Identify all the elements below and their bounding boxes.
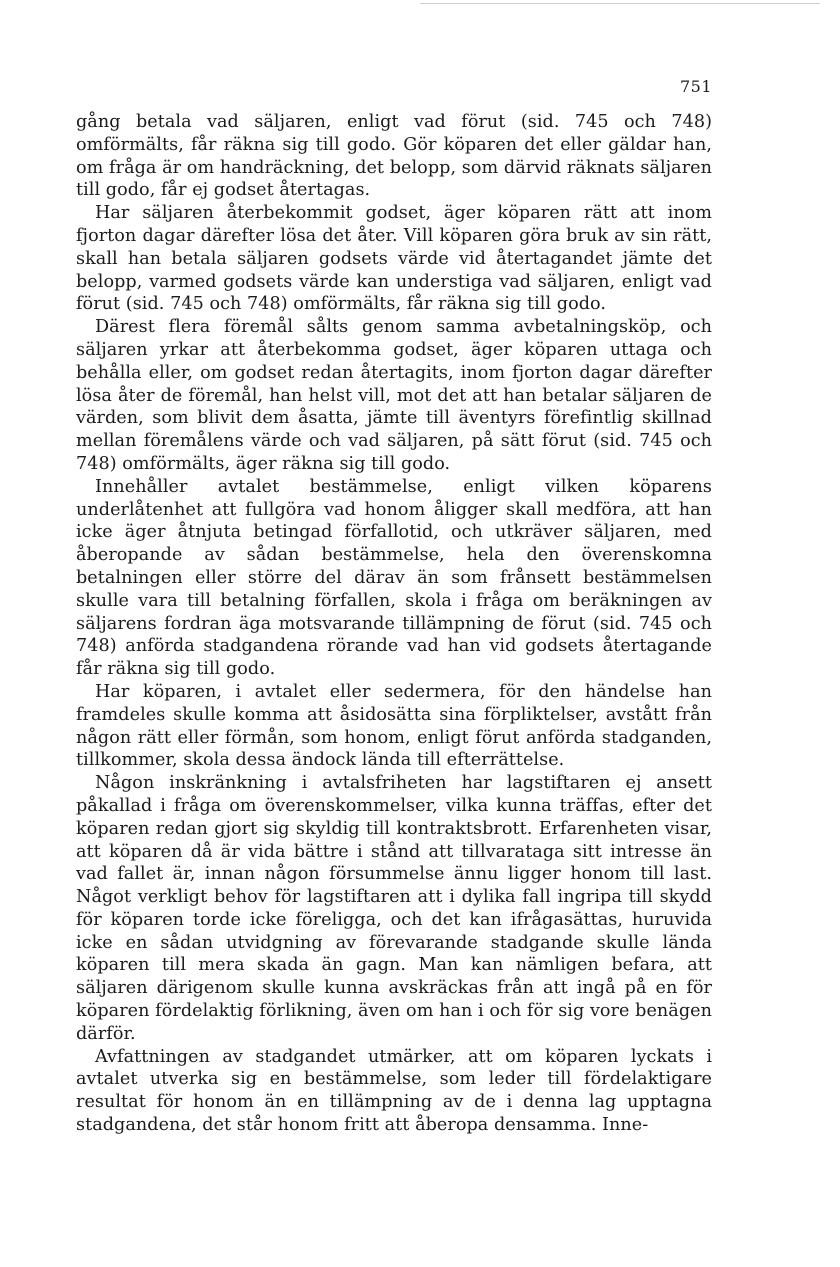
page-number: 751 [679,77,712,96]
paragraph: Innehåller avtalet bestämmelse, enligt vilken köparens underlåtenhet att fullgöra vad honom åligger skall medföra, att han icke äger åtnjuta betingad förfallotid, och utkräver säljaren, med åberopande av sådan bestämmelse, hela den överenskomna betalningen eller större del därav än som frånsett bestämmelsen skulle vara till betalning förfallen, skola i fråga om beräkningen av säljarens fordran äga motsvarande tillämpning de förut (sid. 745 och 748) anförda stadgandena rörande vad han vid godsets återtagande får räkna sig till godo. [76,476,712,680]
paragraph: gång betala vad säljaren, enligt vad förut (sid. 745 och 748) omförmälts, får räkna sig till godo. Gör köparen det eller gäldar han, om fråga är om handräckning, det belopp, som därvid räknats säljaren till godo, får ej godset återtagas. [76,112,712,201]
paragraph: Någon inskränkning i avtalsfriheten har lagstiftaren ej ansett påkallad i fråga om överenskommelser, vilka kunna träffas, efter det köparen redan gjort sig skyldig till kontraktsbrott. Erfarenheten visar, att köparen då är vida bättre i stånd att tillvarataga sitt intresse än vad fallet är, innan någon försummelse ännu ligger honom till last. Något verkligt behov för lagstiftaren att i dylika fall ingripa till skydd för köparen torde icke föreligga, och det kan ifrågasättas, huruvida icke en sådan utvidgning av förevarande stadgande skulle lända köparen till mera skada än gagn. Man kan nämligen befara, att säljaren därigenom skulle kunna avskräckas från att ingå på en för köparen fördelaktig förlikning, även om han i och för sig vore benägen därför. [76,773,712,1044]
paragraph: Har säljaren återbekommit godset, äger köparen rätt att inom fjorton dagar därefter lösa det åter. Vill köparen göra bruk av sin rätt, skall han betala säljaren godsets värde vid återtagandet jämte det belopp, varmed godsets värde kan understiga vad säljaren, enligt vad förut (sid. 745 och 748) omförmälts, får räkna sig till godo. [76,203,712,315]
body-text [76,111,712,1137]
paragraph: Därest flera föremål sålts genom samma avbetalningsköp, och säljaren yrkar att återbekomma godset, äger köparen uttaga och behålla eller, om godset redan återtagits, inom fjorton dagar därefter lösa åter de föremål, han helst vill, mot det att han betalar säljaren de värden, som blivit dem åsatta, jämte till äventyrs förefintlig skillnad mellan föremålens värde och vad säljaren, på sätt förut (sid. 745 och 748) omförmälts, äger räkna sig till godo. [76,317,712,474]
paragraph: Har köparen, i avtalet eller sedermera, för den händelse han framdeles skulle komma att åsidosätta sina förpliktelser, avstått från någon rätt eller förmån, som honom, enligt förut anförda stadganden, tillkommer, skola dessa ändock lända till efterrättelse. [76,681,712,771]
top-edge-rule [420,3,820,4]
paragraph: Avfattningen av stadgandet utmärker, att om köparen lyckats i avtalet utverka sig en bestämmelse, som leder till fördelaktigare resultat för honom än en tillämpning av de i denna lag upptagna stadgandena, det står honom fritt att åberopa densamma. Inne- [76,1046,712,1136]
